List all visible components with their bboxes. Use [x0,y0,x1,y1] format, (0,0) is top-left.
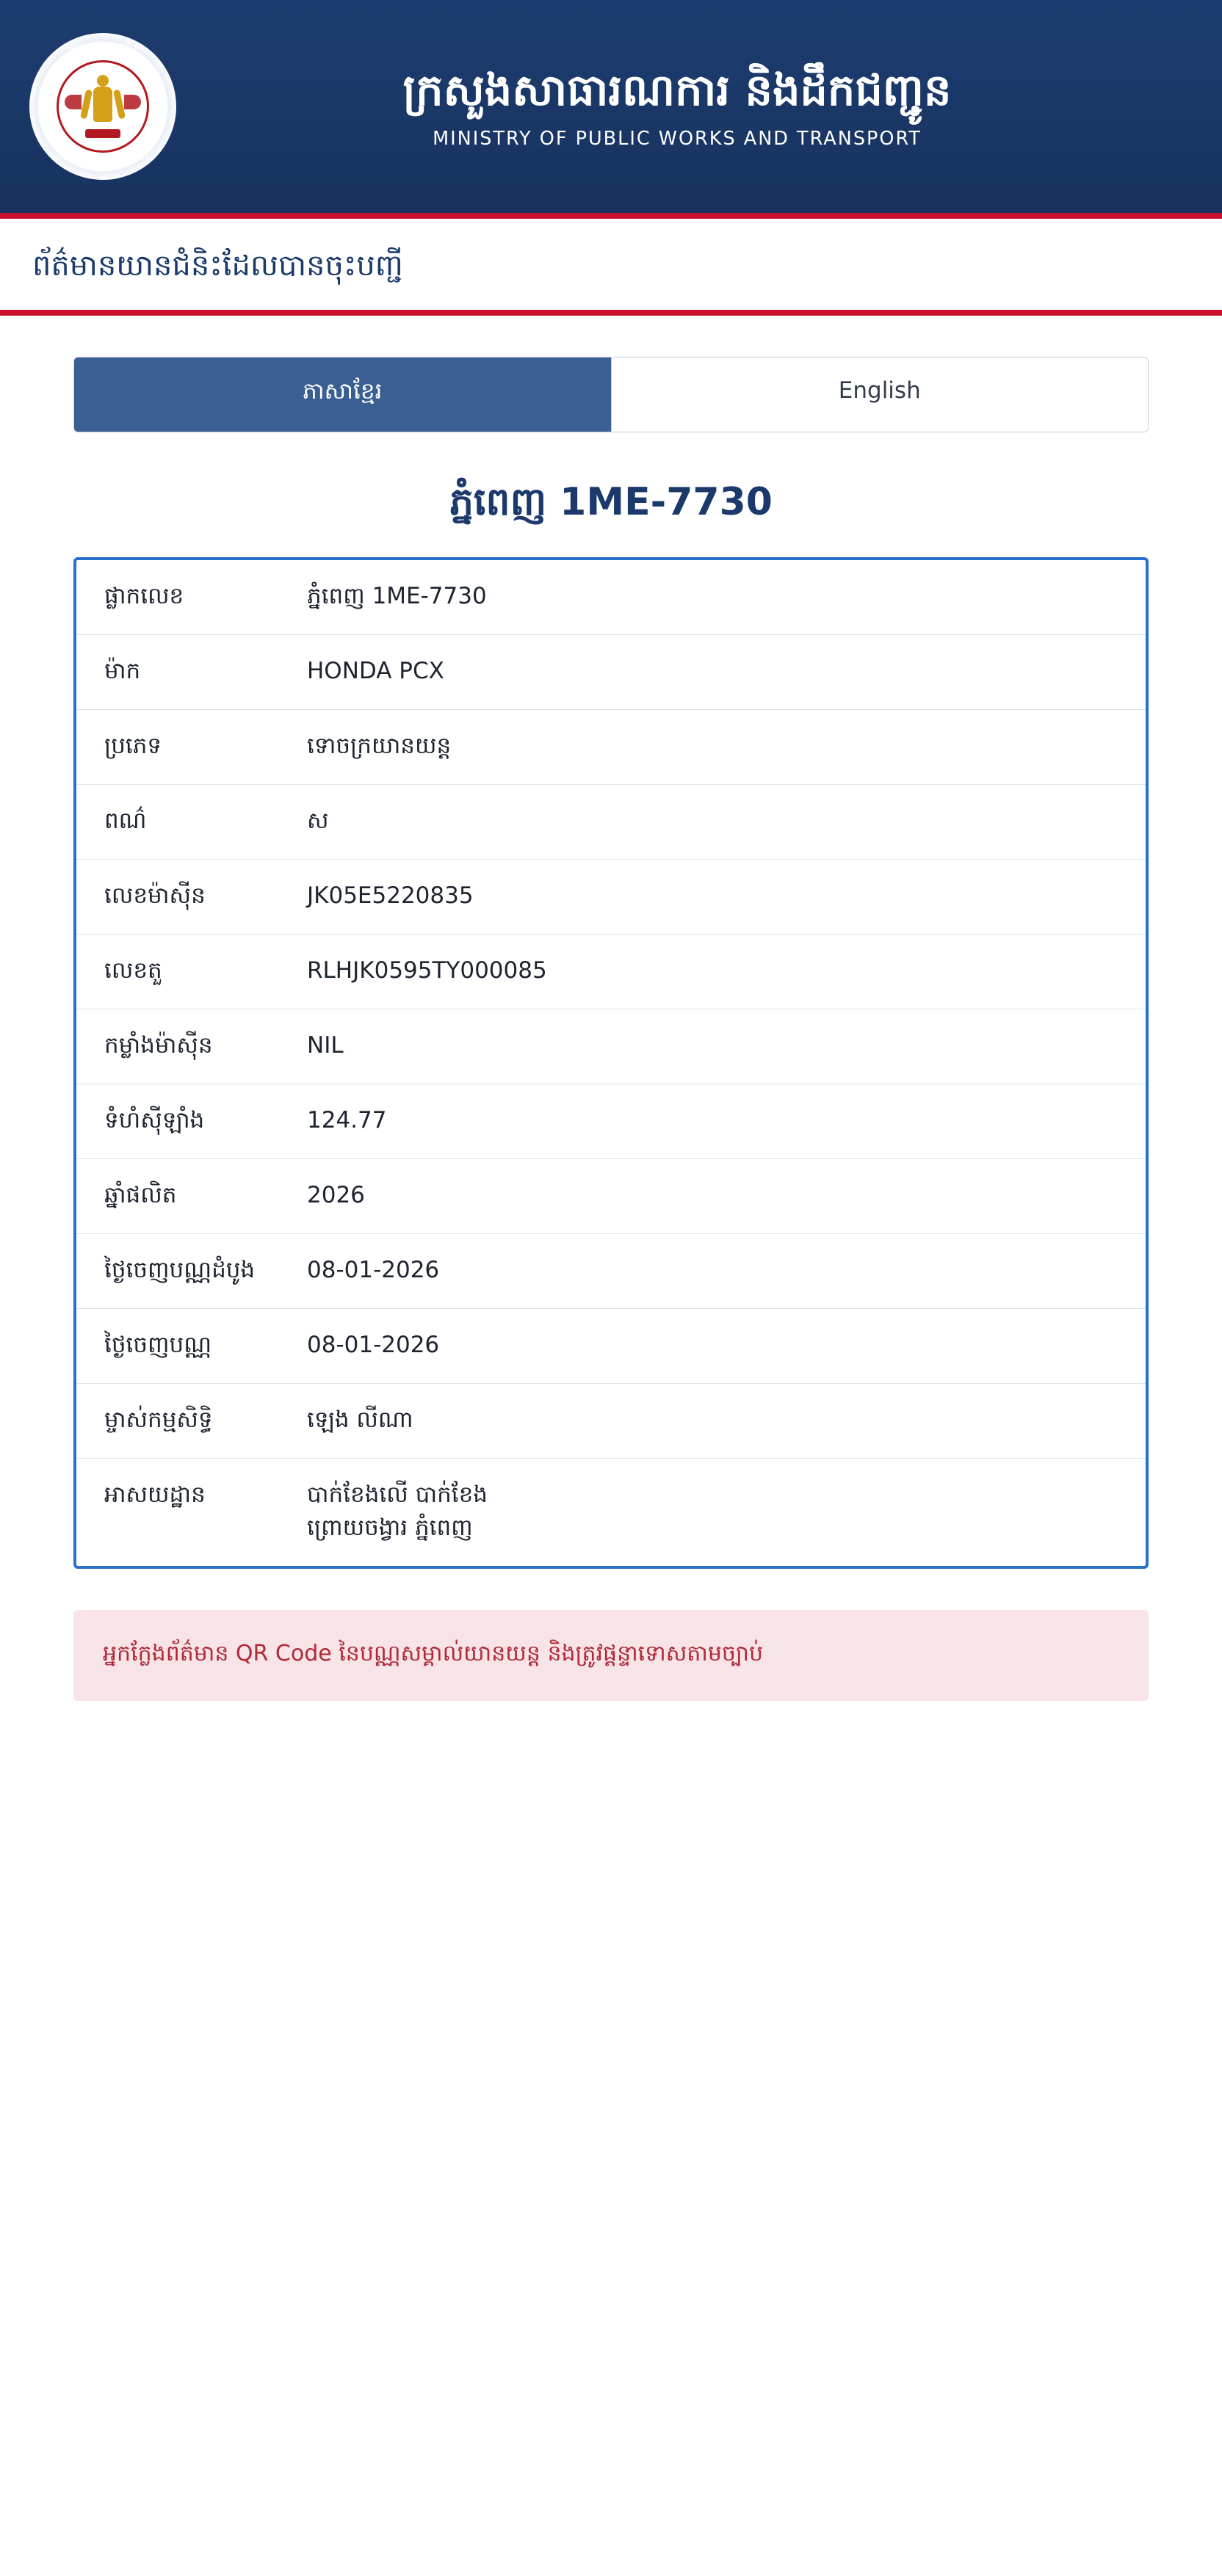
row-label: អាសយដ្ឋាន [76,1458,297,1565]
row-value-address [297,1458,1146,1565]
emblem-inner-disc [57,60,149,153]
row-label: ប្រភេទ [76,710,297,785]
row-value: ទោចក្រយានយន្ត [297,710,1146,785]
ministry-emblem-icon [29,33,176,180]
emblem-figure-icon [83,75,123,138]
page-title: ព័ត៌មានយានជំនិះដែលបានចុះបញ្ជី [32,249,403,283]
tab-khmer[interactable]: ភាសាខ្មែរ [74,358,611,432]
row-label: លេខម៉ាស៊ីន [76,860,297,935]
row-value: 08-01-2026 [297,1233,1146,1308]
row-label: លេខតួ [76,935,297,1009]
vehicle-info-card [73,557,1149,1568]
table-row [76,860,1146,935]
vehicle-info-table [76,560,1146,1565]
row-label: ពណ៌ [76,785,297,860]
row-value: HONDA PCX [297,635,1146,710]
row-value: 08-01-2026 [297,1308,1146,1383]
table-row [76,1084,1146,1158]
address-line-1: បាក់ខែងលើ បាក់ខែង [307,1481,488,1508]
row-value: 124.77 [297,1084,1146,1158]
row-value: NIL [297,1009,1146,1084]
row-label: ផ្លាកលេខ [104,583,184,610]
emblem-ring-text-top: ព្រះរាជាណាចក្រកម្ពុជា ជាតិ សាសនា ព្រះមហាក្សត្រ [44,42,162,59]
page-title-underline [0,310,1222,316]
plate-heading: ភ្នំពេញ 1ME-7730 [449,480,773,524]
table-row [76,785,1146,860]
app-header [0,0,1222,213]
header-title-khmer: ក្រសួងសាធារណការ និងដឹកជញ្ជូន [402,65,952,116]
row-value: JK05E5220835 [297,860,1146,935]
row-label: ទំហំស៊ីឡាំង [76,1084,297,1158]
row-label: ថ្ងៃចេញបណ្ណ [76,1308,297,1383]
legal-notice [73,1610,1149,1701]
row-value: RLHJK0595TY000085 [297,935,1146,1009]
tab-english[interactable]: English [611,358,1149,432]
row-value: ឡេង លីណា [297,1383,1146,1458]
row-value: ភ្នំពេញ 1ME-7730 [307,583,487,610]
table-row [76,710,1146,785]
table-row [76,1308,1146,1383]
legal-notice-text: អ្នកក្លែងព័ត៌មាន QR Code នៃបណ្ណសម្គាល់យានយន្ត និងត្រូវផ្តន្ទាទោសតាមច្បាប់ [103,1640,764,1666]
row-label: ម្ចាស់កម្មសិទ្ធិ [76,1383,297,1458]
header-title-english: MINISTRY OF PUBLIC WORKS AND TRANSPORT [433,127,922,150]
table-row [76,1009,1146,1084]
page-title-bar [0,219,1222,310]
table-row [76,1233,1146,1308]
emblem-ring-text-bottom: MINISTRY OF PUBLIC WORKS AND TRANSPORT [35,154,170,170]
row-label: ឆ្នាំផលិត [76,1158,297,1233]
header-accent-rule [0,213,1222,219]
table-row [76,635,1146,710]
header-titles [176,63,1193,150]
table-row [76,560,1146,634]
table-row [76,1458,1146,1565]
row-value: 2026 [297,1158,1146,1233]
table-row [76,1158,1146,1233]
row-value: ស [297,785,1146,860]
row-label: កម្លាំងម៉ាស៊ីន [76,1009,297,1084]
address-line-2: ព្រោយចង្វារ ភ្នំពេញ [307,1514,473,1541]
row-label: ម៉ាក [76,635,297,710]
table-row [76,1383,1146,1458]
row-label: ថ្ងៃចេញបណ្ណដំបូង [76,1233,297,1308]
table-row [76,935,1146,1009]
language-tabs [73,357,1149,432]
